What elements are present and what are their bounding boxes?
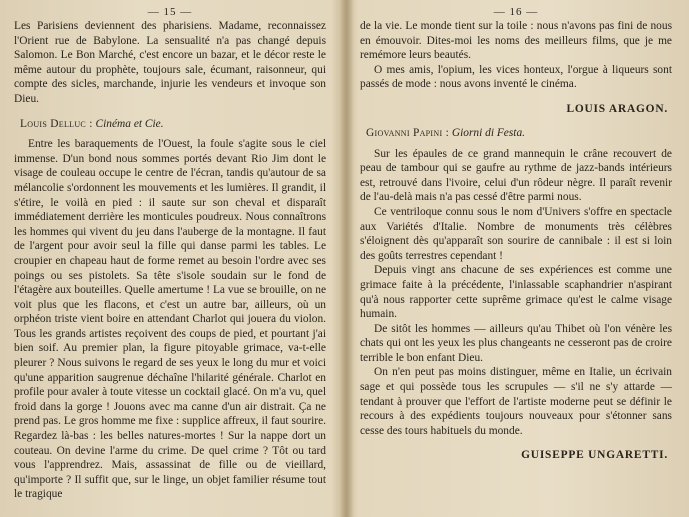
papini-paragraph-4: De sitôt les hommes — ailleurs qu'au Thibet où l'on vénère les chats qui ont les yeux les plus changeants ne cesseront pas de croire terrible le bon enfant Dieu. — [360, 322, 672, 364]
delluc-paragraph: Entre les baraquements de l'Ouest, la foule s'agite sous le ciel immense. D'un bond nous sommes portés devant Rio Jim dont le visage de couleau occupe le centre de l'écran, tandis qu'autour de sa mélancolie s'ordonnent les mouvements et les lumières. Il grandit, il s'étire, le voilà en pied : il saute sur son cheval et disparaît immédiatement derrière les monticules poudreux. Nous connaîtrons les hommes qui vivent du jeu dans l'auberge de la montagne. Il faut de l'argent pour avoir seul la fille qui danse parmi les tables. Le croupier en chapeau haut de forme remet au besoin l'ordre avec ses poings ou ses pistolets. Sa tête s'isole soudain sur le fond de l'étagère aux bouteilles. Quelle amertume ! La vue se brouille, on ne voit plus que les flacons, et c'est un autre bar, ailleurs, où un orphéon triste vient boire en attendant Charlot qui jouera du violon. Tous les grands artistes reçoivent des coups de pied, et pourtant j'ai bien soif. Au premier plan, la figure pitoyable grimace, va-t-elle pleurer ? Nous suivons le regard de ses yeux le long du mur et voici qu'une apparition saugrenue déchaîne l'hilarité générale. Charlot en profile pour avaler à toute vitesse un cocktail glacé. On m'a vu, quel froid dans la gorge ! Jouons avec ma canne d'un air distrait. Ça ne prend pas. Le gros homme me fixe : supplice affreux, il faut sourire. Regardez là-bas : les belles natures-mortes ! Sur la nappe dort un couteau. On devine l'arme du crime. De quel crime ? Tôt ou tard vous l'apprendrez. Mais, assassinat de fille ou de vieillard, qu'importe ? Il suffit que, sur le linge, un objet familier résume tout le tragique — [14, 138, 326, 501]
signature-ungaretti: GUISEPPE UNGARETTI. — [521, 449, 668, 462]
left-page-text — [14, 19, 326, 502]
papini-paragraph-5: On n'en peut pas moins distinguer, même en Italie, un écrivain sage et qui possède tous les scrupules — s'il ne s'y attarde — tendant à prouver que l'effort de l'artiste moderne peut se définir le recours à des expédients toujours nouveaux pour s'étonner sans cesse des tours habituels du monde. — [360, 366, 672, 437]
right-page — [360, 0, 672, 517]
heading-author: Giovanni Papini : — [366, 126, 450, 139]
papini-paragraph-3: Depuis vingt ans chacune de ses expériences est comme une grimace faite à la précédente, l'inlassable scaphandrier n'aspirant qu'à nous rapporter cette suprême grimace qu'est le calme visage humain. — [360, 264, 672, 321]
page-number-left: — 15 — — [147, 6, 193, 18]
delluc-heading — [20, 117, 326, 132]
signature-aragon: LOUIS ARAGON. — [566, 102, 668, 115]
right-second-paragraph: O mes amis, l'opium, les vices honteux, l'orgue à liqueurs sont passés de mode : nous avons inventé le cinéma. — [360, 63, 672, 91]
page-number-right: — 16 — — [493, 6, 539, 18]
right-opening-paragraph: de la vie. Le monde tient sur la toile : nous n'avons pas fini de nous en émouvoir. Dites-moi les noms des meilleurs films, que je me remémore leurs beautés. — [360, 20, 672, 62]
papini-paragraph-1: Sur les épaules de ce grand mannequin le crâne recouvert de peau de tambour qui se gaufre au rythme de jazz-bands intérieurs est, retrouvé dans l'ivoire, celui d'un rôdeur nègre. Il paraît revenir de l'au-delà mais n'a pas cessé d'être parmi nous. — [360, 147, 672, 204]
heading-work: Giorni di Festa. — [451, 126, 525, 139]
papini-paragraph-2: Ce ventriloque connu sous le nom d'Univers s'offre en spectacle aux Variétés d'Italie. Nombre de monuments très célèbres s'éloignent dès qu'apparaît son sourire de cannibale : il est si loin des goûts terrestres cependant ! — [360, 205, 672, 262]
left-opening-paragraph: Les Parisiens deviennent des pharisiens. Madame, reconnaissez l'Orient rue de Babylone. La sensualité n'a pas changé depuis Salomon. Le Bon Marché, c'est encore un bazar, et le décor reste le même autour du prophète, toujours sale, écumant, raisonneur, qui compte des sicles, marchande, injurie les vendeurs et invoque son Dieu. — [14, 20, 326, 105]
right-page-text — [360, 19, 672, 462]
left-page — [14, 0, 326, 517]
heading-work: Cinéma et Cie. — [95, 117, 164, 130]
book-gutter — [340, 0, 354, 517]
papini-heading — [366, 126, 672, 141]
heading-author: Louis Delluc : — [20, 117, 93, 130]
